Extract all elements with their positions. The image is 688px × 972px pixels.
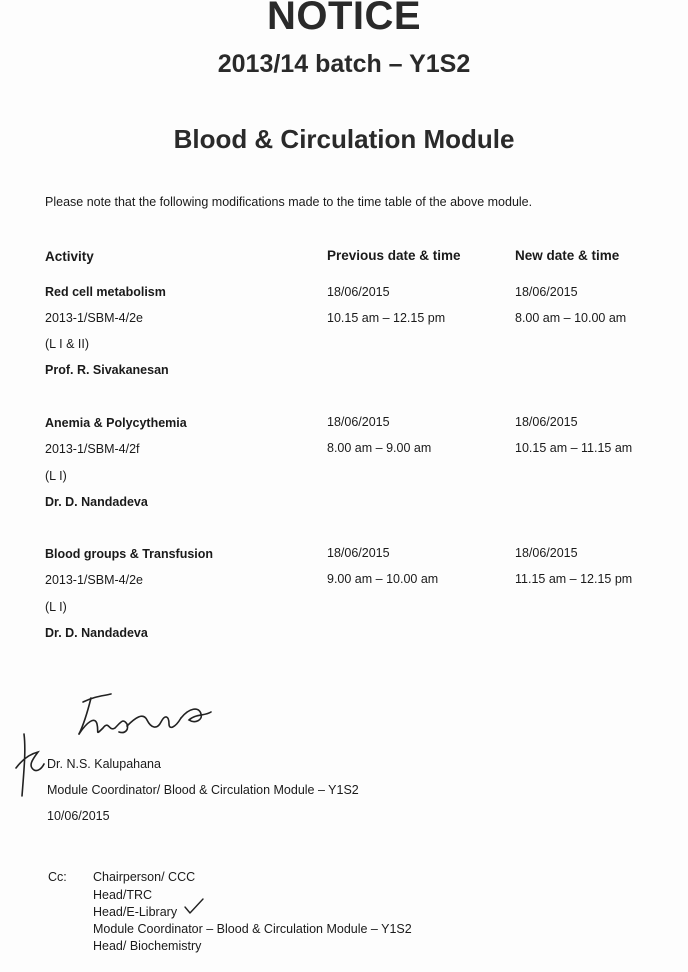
signatory-role: Module Coordinator/ Blood & Circulation Module – Y1S2 (47, 783, 359, 797)
row-2-code: 2013-1/SBM-4/2f (45, 442, 140, 456)
row-3-code: 2013-1/SBM-4/2e (45, 573, 143, 587)
row-1-code: 2013-1/SBM-4/2e (45, 311, 143, 325)
row-1-prev-date: 18/06/2015 (327, 285, 390, 299)
row-1-activity: Red cell metabolism (45, 285, 166, 299)
cc-recipient: Chairperson/ CCC (93, 870, 196, 884)
row-2-prev-time: 8.00 am – 9.00 am (327, 441, 432, 455)
row-2-activity: Anemia & Polycythemia (45, 416, 187, 430)
row-3-lecture: (L I) (45, 600, 67, 614)
row-2-new-time: 10.15 am – 11.15 am (515, 441, 633, 455)
cc-recipient: Head/E-Library (93, 905, 178, 919)
header-new: New date & time (515, 248, 620, 263)
row-1-new-time: 8.00 am – 10.00 am (515, 311, 627, 325)
cc-recipient: Head/ Biochemistry (93, 939, 202, 953)
module-title: Blood & Circulation Module (173, 124, 515, 154)
cc-recipient: Module Coordinator – Blood & Circulation Module – Y1S2 (93, 922, 412, 936)
cc-label: Cc: (48, 870, 67, 884)
row-3-activity: Blood groups & Transfusion (45, 547, 214, 561)
row-3-prev-date: 18/06/2015 (327, 546, 390, 560)
row-1-lecture: (L I & II) (45, 337, 89, 351)
header-activity: Activity (45, 249, 94, 264)
batch-subtitle: 2013/14 batch – Y1S2 (217, 50, 471, 78)
row-3-lecturer: Dr. D. Nandadeva (45, 626, 148, 640)
row-3-prev-time: 9.00 am – 10.00 am (327, 572, 439, 586)
signatory-name: Dr. N.S. Kalupahana (47, 757, 161, 771)
row-1-lecturer: Prof. R. Sivakanesan (45, 363, 169, 377)
initial-mark (8, 730, 48, 800)
intro-text: Please note that the following modifications made to the time table of the above module. (45, 195, 533, 209)
notice-title: NOTICE (266, 0, 422, 38)
signatory-date: 10/06/2015 (47, 809, 110, 823)
row-1-prev-time: 10.15 am – 12.15 pm (327, 311, 446, 325)
checkmark-icon (183, 897, 205, 915)
row-1-new-date: 18/06/2015 (515, 285, 578, 299)
handwritten-signature (65, 688, 225, 748)
row-2-prev-date: 18/06/2015 (327, 415, 390, 429)
row-2-new-date: 18/06/2015 (515, 415, 578, 429)
row-2-lecturer: Dr. D. Nandadeva (45, 495, 148, 509)
cc-recipient: Head/TRC (93, 888, 153, 902)
header-previous: Previous date & time (327, 248, 461, 263)
row-2-lecture: (L I) (45, 469, 67, 483)
row-3-new-time: 11.15 am – 12.15 pm (515, 572, 633, 586)
row-3-new-date: 18/06/2015 (515, 546, 578, 560)
